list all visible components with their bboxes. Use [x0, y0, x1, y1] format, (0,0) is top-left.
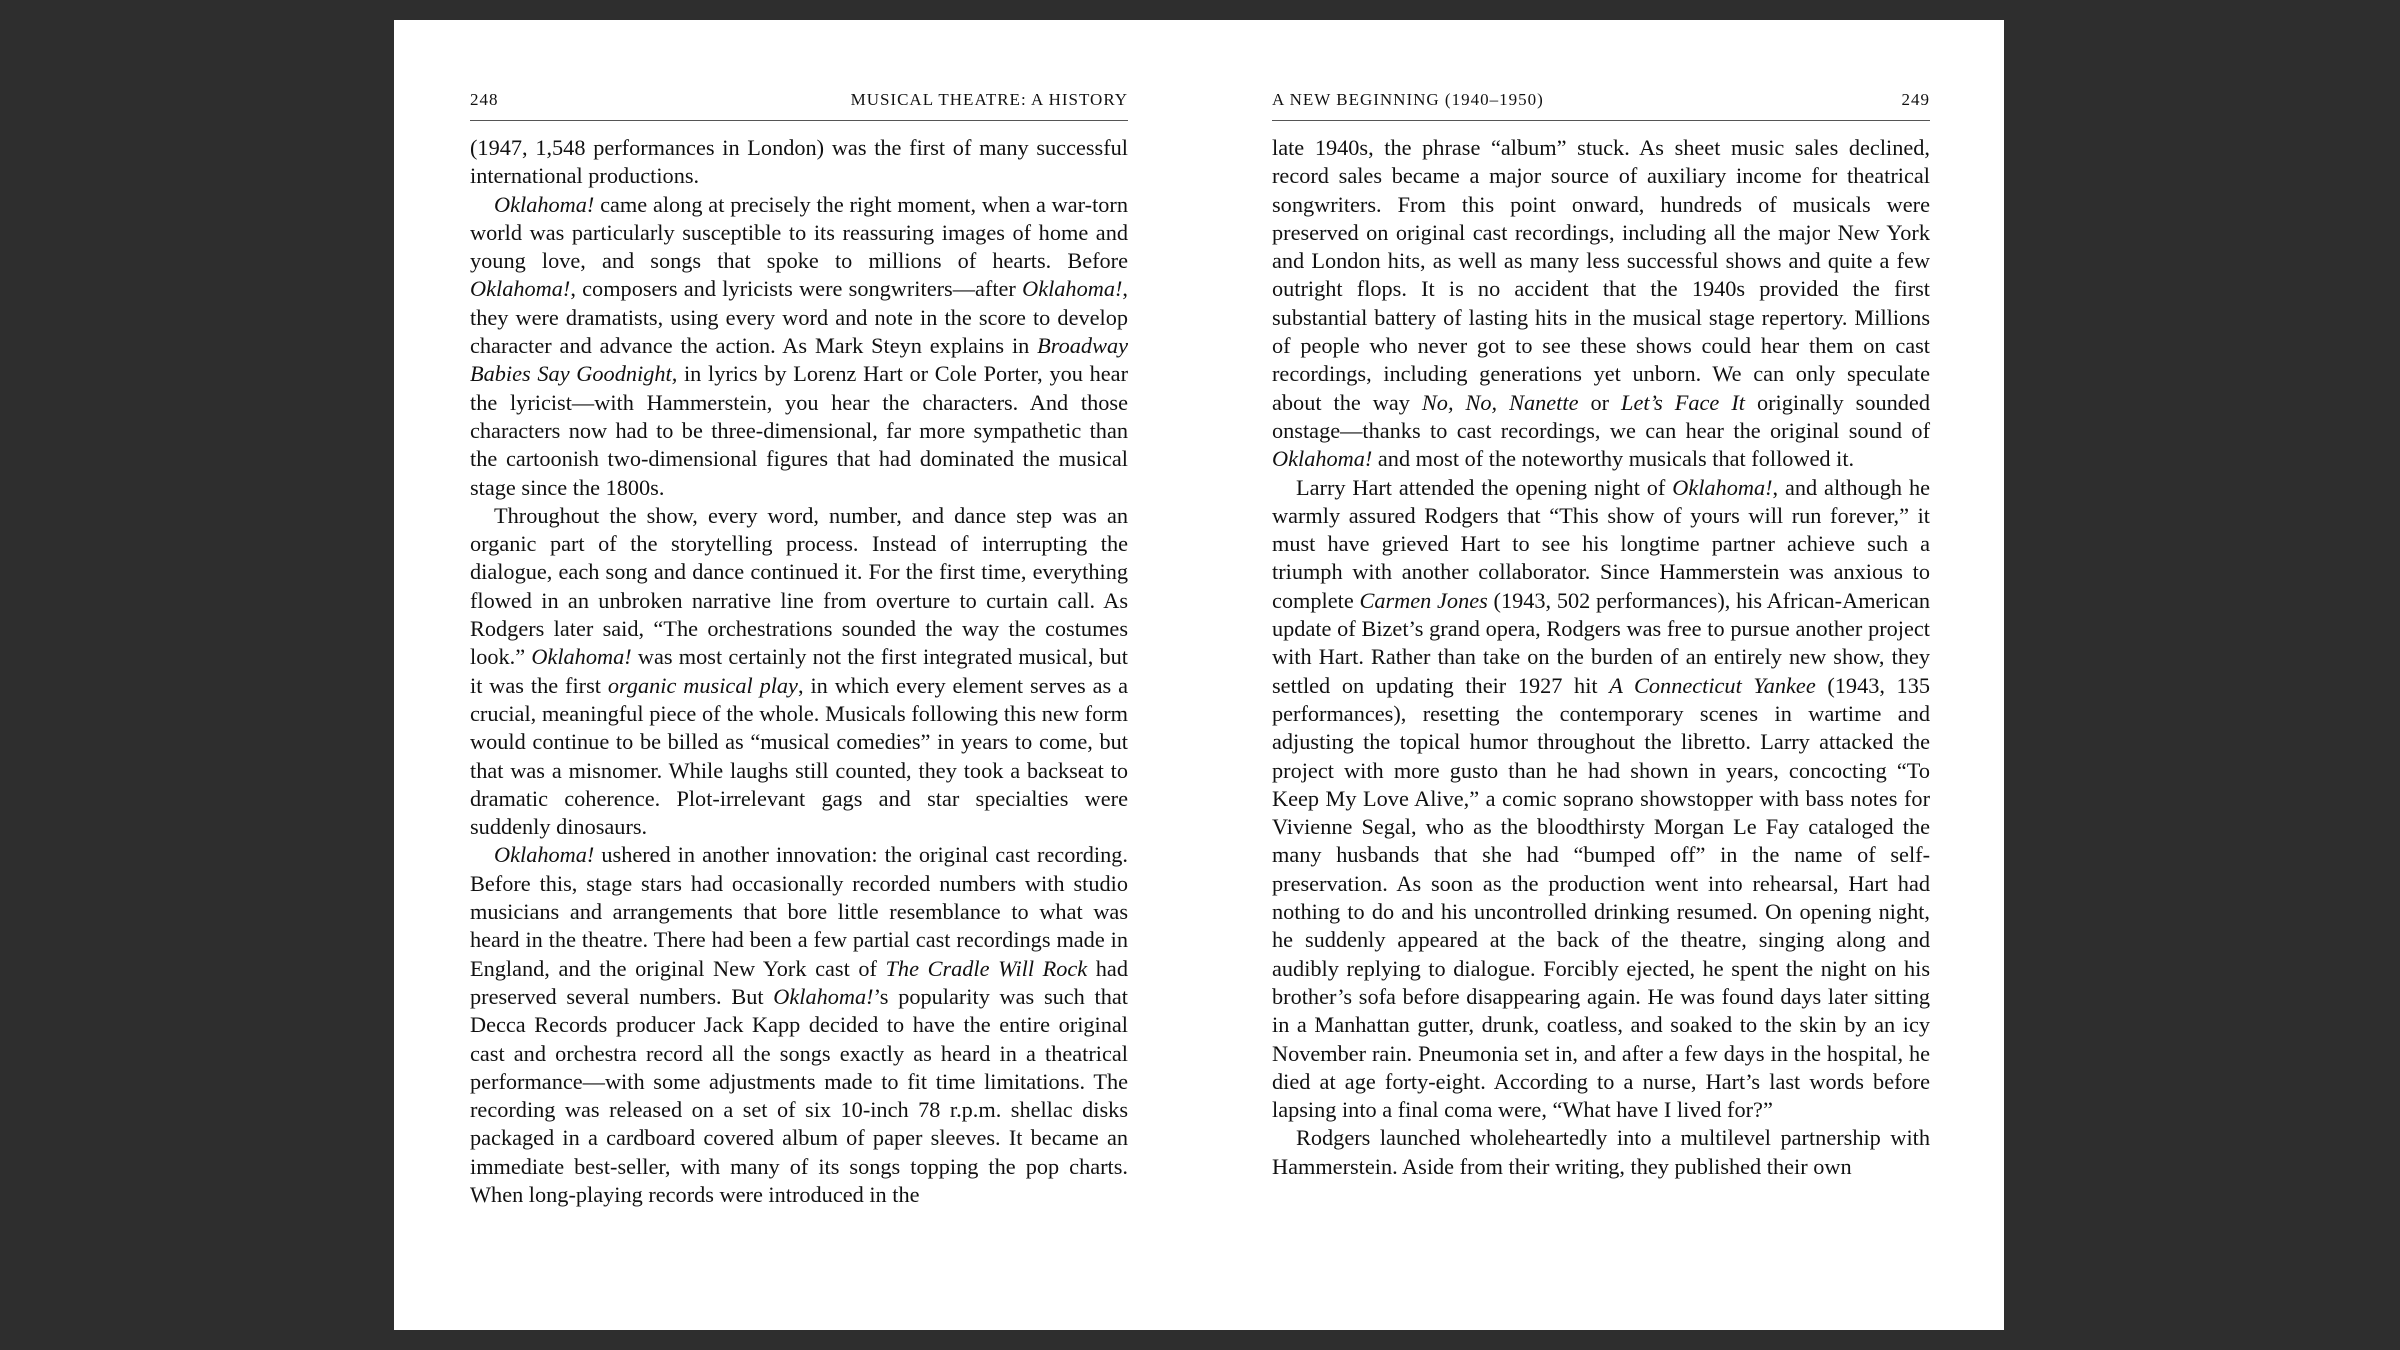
paragraph: Oklahoma! came along at precisely the right moment, when a war-torn world was particularly susceptible to its reassuring images of home and young love, and songs that spoke to millions of hearts. Before Oklahoma!, composers and lyricists were songwriters—after Oklahoma!, they were dramatists, using every word and note in the score to develop character and advance the action. As Mark Steyn explains in Broadway Babies Say Goodnight, in lyrics by Lorenz Hart or Cole Porter, you hear the lyricist—with Hammerstein, you hear the characters. And those characters now had to be three-dimensional, far more sympathetic than the cartoonish two-dimensional figures that had dominated the musical stage since the 1800s. — [470, 191, 1128, 500]
paragraph: Larry Hart attended the opening night of Oklahoma!, and although he warmly assured Rodgers that “This show of yours will run forever,” it must have grieved Hart to see his longtime partner achieve such a triumph with another collaborator. Since Hammerstein was anxious to complete Carmen Jones (1943, 502 performances), his African-American update of Bizet’s grand opera, Rodgers was free to pursue another project with Hart. Rather than take on the burden of an entirely new show, they settled on updating their 1927 hit A Connecticut Yankee (1943, 135 performances), resetting the contemporary scenes in wartime and adjusting the topical humor throughout the libretto. Larry attacked the project with more gusto than he had shown in years, concocting “To Keep My Love Alive,” a comic soprano showstopper with bass notes for Vivienne Segal, who as the bloodthirsty Morgan Le Fay cataloged the many husbands that she had “bumped off” in the name of self-preservation. As soon as the production went into rehearsal, Hart had nothing to do and his uncontrolled drinking resumed. On opening night, he suddenly appeared at the back of the theatre, singing along and audibly replying to dialogue. Forcibly ejected, he spent the night on his brother’s sofa before disappearing again. He was found days later sitting in a Manhattan gutter, drunk, coatless, and soaked to the skin by an icy November rain. Pneumonia set in, and after a few days in the hospital, he died at age forty-eight. According to a nurse, Hart’s last words before lapsing into a final coma were, “What have I lived for?” — [1272, 474, 1930, 1123]
right-running-head — [1272, 90, 1930, 121]
paragraph: Throughout the show, every word, number, and dance step was an organic part of the storytelling process. Instead of interrupting the dialogue, each song and dance continued it. For the first time, everything flowed in an unbroken narrative line from overture to curtain call. As Rodgers later said, “The orchestrations sounded the way the costumes look.” Oklahoma! was most certainly not the first integrated musical, but it was the first organic musical play, in which every element serves as a crucial, meaningful piece of the whole. Musicals following this new form would continue to be billed as “musical comedies” in years to come, but that was a misnomer. While laughs still counted, they took a backseat to dramatic coherence. Plot-irrelevant gags and star specialties were suddenly dinosaurs. — [470, 502, 1129, 840]
book-spread — [394, 20, 2004, 1330]
left-page-body — [470, 134, 1128, 1209]
right-page-body — [1272, 134, 1930, 1181]
paragraph: Rodgers launched wholeheartedly into a multilevel partnership with Hammerstein. Aside from their writing, they published their own — [1272, 1125, 1930, 1179]
left-running-title: MUSICAL THEATRE: A HISTORY — [850, 90, 1128, 109]
right-page-number: 249 — [1901, 90, 1930, 109]
paragraph: Oklahoma! ushered in another innovation: the original cast recording. Before this, stage stars had occasionally recorded numbers with studio musicians and arrangements that bore little resemblance to what was heard in the theatre. There had been a few partial cast recordings made in England, and the original New York cast of The Cradle Will Rock had preserved several numbers. But Oklahoma!’s popularity was such that Decca Records producer Jack Kapp decided to have the entire original cast and orchestra record all the songs exactly as heard in a theatrical performance—with some adjustments made to fit time limitations. The recording was released on a set of six 10-inch 78 r.p.m. shellac disks packaged in a cardboard covered album of paper sleeves. It became an immediate best-seller, with many of its songs topping the pop charts. When long-playing records were introduced in the — [470, 842, 1128, 1207]
right-running-title: A NEW BEGINNING (1940–1950) — [1272, 90, 1544, 109]
paragraph: (1947, 1,548 performances in London) was the first of many successful international productions. — [470, 135, 1128, 189]
left-running-head — [470, 90, 1128, 121]
paragraph: late 1940s, the phrase “album” stuck. As sheet music sales declined, record sales became a major source of auxiliary income for theatrical songwriters. From this point onward, hundreds of musicals were preserved on original cast recordings, including all the major New York and London hits, as well as many less successful shows and quite a few outright flops. It is no accident that the 1940s provided the first substantial battery of lasting hits in the musical stage repertory. Millions of people who never got to see these shows could hear them on cast recordings, including generations yet unborn. We can only speculate about the way No, No, Nanette or Let’s Face It originally sounded onstage—thanks to cast recordings, we can hear the original sound of Oklahoma! and most of the noteworthy musicals that followed it. — [1272, 135, 1930, 472]
left-page-number: 248 — [470, 90, 499, 109]
